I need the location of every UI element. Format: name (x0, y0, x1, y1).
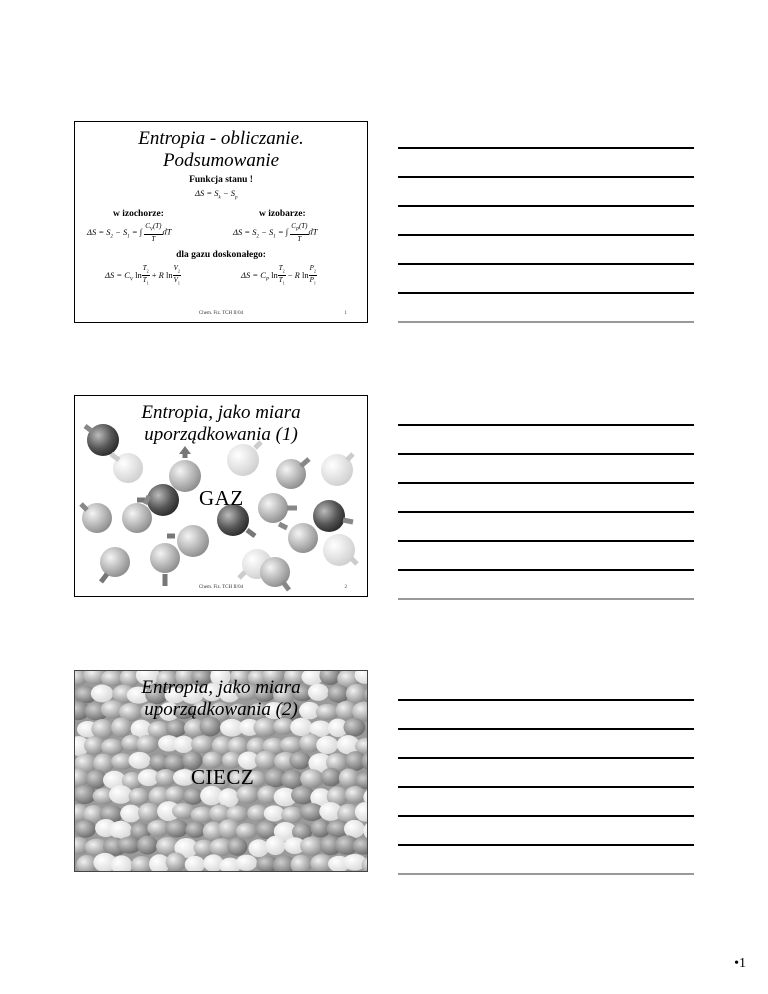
molecule-dark-4 (313, 500, 353, 532)
liquid-molecule (316, 736, 338, 754)
liquid-label: CIECZ (191, 765, 255, 789)
title-line-1: Entropia - obliczanie. (138, 128, 304, 149)
title-line-1: Entropia, jako miara (141, 677, 301, 698)
molecule-light-2 (227, 442, 261, 476)
title-line-2: uporządkowania (1) (144, 424, 298, 445)
isobaric-heading: w izobarze: (259, 209, 306, 219)
ideal-gas-isobaric: $\Delta S = C_P$ ln $\frac{T_2}{T_1}$ − R ln $\frac{P_2}{P_1}$ (241, 264, 316, 286)
isochoric-heading: w izochorze: (113, 209, 164, 219)
molecule-mid-6 (258, 493, 297, 523)
liquid-molecule (185, 822, 205, 838)
molecule-mid-2 (276, 459, 309, 489)
liquid-molecule (165, 819, 188, 837)
liquid-molecule (155, 769, 176, 786)
liquid-molecule (344, 820, 365, 838)
liquid-molecule (281, 806, 303, 823)
liquid-molecule (109, 785, 132, 804)
molecule-mid-3 (81, 503, 112, 533)
page-number: •1 (734, 956, 746, 971)
liquid-molecule (109, 821, 132, 839)
liquid-molecule (75, 820, 96, 838)
liquid-molecule (236, 855, 257, 871)
liquid-molecule (255, 751, 277, 770)
liquid-molecule (264, 805, 285, 821)
title-line-1: Entropia, jako miara (141, 402, 301, 423)
liquid-molecule (300, 769, 323, 788)
molecule-light-3 (321, 454, 353, 486)
slide-3 (74, 670, 368, 872)
liquid-molecule (120, 805, 141, 823)
liquid-molecule (183, 788, 203, 805)
liquid-molecule (138, 803, 160, 823)
slide-title (75, 402, 367, 446)
molecule-mid-8 (100, 547, 130, 582)
state-equation: $\Delta S = S_k - S_p$ (195, 188, 238, 201)
isobaric-equation: $\Delta S = S_2 - S_1$ = ∫ $\frac{C_P(T)}{T}$ dT (233, 222, 318, 244)
liquid-molecule (91, 719, 113, 739)
gas-label: GAZ (199, 486, 244, 510)
title-line-2: uporządkowania (2) (144, 699, 298, 720)
liquid-molecule (128, 752, 150, 769)
liquid-molecule (129, 788, 149, 805)
liquid-molecule (173, 736, 193, 753)
slide-1 (74, 121, 368, 323)
liquid-molecule (136, 735, 158, 753)
slide-2 (74, 395, 368, 597)
liquid-molecule (165, 786, 185, 803)
liquid-molecule (300, 836, 323, 855)
liquid-molecule (101, 739, 123, 756)
slide-footer: Chem. Fiz. TCH II/04 (198, 585, 244, 590)
title-line-2: Podsumowanie (162, 150, 280, 171)
molecule-light-4 (323, 534, 357, 566)
liquid-molecule (137, 836, 158, 855)
slide-page-number: 2 (344, 585, 347, 590)
liquid-molecule (166, 719, 186, 737)
ideal-gas-heading: dla gazu doskonałego: (176, 250, 266, 260)
liquid-molecule (289, 752, 310, 770)
slide-footer: Chem. Fiz. TCH II/04 (198, 311, 244, 316)
isochoric-equation: $\Delta S = S_2 - S_1$ = ∫ $\frac{C_V(T)}{T}$ dT (87, 222, 172, 244)
subtitle: Funkcja stanu ! (189, 175, 253, 185)
liquid-molecule (227, 838, 247, 856)
liquid-molecule (236, 823, 257, 839)
slide-title (75, 128, 367, 172)
liquid-molecule (166, 852, 187, 871)
ideal-gas-isochoric: $\Delta S = C_V$ ln $\frac{T_2}{T_1}$ + R ln $\frac{V_2}{V_1}$ (105, 264, 180, 286)
liquid-molecule (321, 768, 341, 787)
molecule-mid-1 (169, 446, 201, 492)
molecule-light-1 (111, 453, 143, 483)
liquid-molecule (265, 836, 285, 855)
liquid-molecule (191, 735, 214, 753)
slide-title (75, 677, 367, 721)
slide-page-number: 1 (344, 311, 347, 316)
molecule-mid-7 (279, 523, 318, 553)
molecule-mid-9 (150, 543, 180, 586)
liquid-molecule (345, 786, 366, 803)
